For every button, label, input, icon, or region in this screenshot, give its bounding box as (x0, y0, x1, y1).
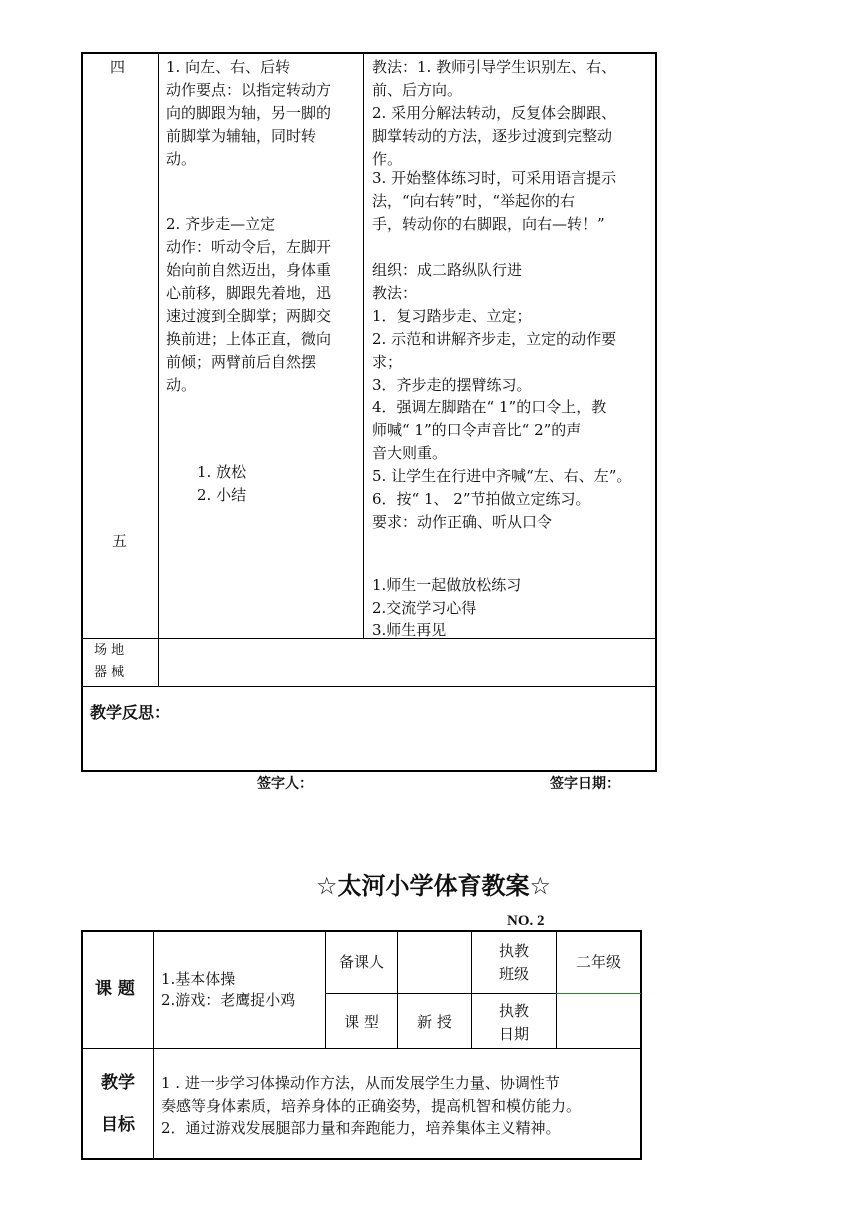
requirement-line: 要求：动作正确、听从口令 (372, 513, 553, 531)
method-line: 法，“向右转”时，“举起你的右 (372, 192, 576, 210)
lesson-type-label: 课 型 (344, 1013, 379, 1031)
reflection-label: 教学反思： (90, 703, 171, 722)
section-four-label: 四 (110, 58, 126, 76)
table-border-bottom (81, 770, 657, 772)
method-line: 3．齐步走的摆臂练习。 (372, 376, 532, 394)
turning-desc-line: 前脚掌为辅轴，同时转 (166, 127, 317, 145)
table-border-left (81, 52, 83, 772)
method-line: 教法：1. 教师引导学生识别左、右、 (372, 58, 617, 76)
topic-label: 课 题 (95, 979, 135, 999)
turning-desc-line: 动作要点：以指定转动方 (166, 81, 332, 99)
relax-item: 1. 放松 (197, 463, 247, 481)
march-desc-line: 始向前自然迈出，身体重 (166, 261, 332, 279)
turning-desc-line: 动。 (166, 150, 197, 168)
turning-title: 1. 向左、右、后转 (166, 58, 291, 76)
signer-label: 签字人： (257, 776, 313, 792)
method-line: 教法： (372, 284, 418, 302)
organization-line: 组织：成二路纵队行进 (372, 261, 523, 279)
topic-line: 1.基本体操 (161, 970, 236, 988)
table-border-right (655, 52, 657, 772)
col-divider-2 (363, 52, 364, 638)
row-divider-equipment (81, 638, 657, 639)
method-line: 脚掌转动的方法，逐步过渡到完整动 (372, 127, 613, 145)
lesson-type-value: 新 授 (417, 1013, 452, 1031)
march-desc-line: 换前进；上体正直，微向 (166, 330, 332, 348)
section-five-label: 五 (112, 532, 128, 550)
class-label: 班级 (498, 965, 529, 983)
march-desc-line: 动作：听动令后，左脚开 (166, 238, 332, 256)
march-title: 2. 齐步走—立定 (166, 215, 276, 233)
march-desc-line: 动。 (166, 376, 197, 394)
method-line: 6．按“ 1、 2”节拍做立定练习。 (372, 490, 591, 508)
table2-col-divider-5 (556, 930, 557, 1048)
method-line: 求； (372, 353, 403, 371)
row-divider-reflection (81, 686, 657, 687)
teaching-date-label: 日期 (498, 1025, 529, 1043)
table2-border-left (81, 930, 83, 1160)
method-line: 3. 开始整体练习时，可采用语言提示 (372, 169, 617, 187)
march-desc-line: 前倾；两臂前后自然摆 (166, 353, 317, 371)
page-number: NO. 2 (507, 913, 545, 929)
closing-line: 2.交流学习心得 (372, 599, 477, 617)
method-line: 前、后方向。 (372, 81, 463, 99)
table2-border-bottom (81, 1158, 642, 1160)
method-line: 1．复习踏步走、立定； (372, 307, 532, 325)
method-line: 作。 (372, 150, 403, 168)
accent-divider (556, 993, 641, 994)
method-line: 音大则重。 (372, 444, 448, 462)
march-desc-line: 心前移，脚跟先着地，迅 (166, 284, 332, 302)
method-line: 2. 示范和讲解齐步走，立定的动作要 (372, 330, 617, 348)
goals-label: 目标 (101, 1115, 135, 1135)
table2-border-right (640, 930, 642, 1160)
goals-label: 教学 (101, 1073, 135, 1093)
method-line: 5. 让学生在行进中齐喊“左、右、左”。 (372, 467, 632, 485)
preparer-label: 备课人 (338, 953, 384, 971)
table2-row-divider-goals (81, 1048, 642, 1049)
class-value: 二年级 (575, 953, 621, 971)
method-line: 师喊“ 1”的口令声音比“ 2”的声 (372, 421, 582, 439)
sign-date-label: 签字日期： (550, 776, 620, 792)
method-line: 2. 采用分解法转动，反复体会脚跟、 (372, 104, 617, 122)
march-desc-line: 速过渡到全脚掌；两脚交 (166, 307, 332, 325)
turning-desc-line: 向的脚跟为轴，另一脚的 (166, 104, 332, 122)
equipment-label: 器 械 (94, 665, 125, 680)
col-divider-1 (158, 52, 159, 686)
goal-line: 奏感等身体素质，培养身体的正确姿势，提高机智和模仿能力。 (161, 1097, 582, 1115)
teaching-date-label: 执教 (498, 1002, 529, 1020)
method-line: 手，转动你的右脚跟，向右—转！” (372, 215, 605, 233)
closing-line: 1.师生一起做放松练习 (372, 576, 522, 594)
page-title: ☆太河小学体育教案☆ (316, 872, 552, 900)
table2-border-top (81, 930, 642, 932)
topic-line: 2.游戏：老鹰捉小鸡 (161, 991, 296, 1009)
closing-line: 3.师生再见 (372, 621, 447, 639)
table2-col-divider-1 (153, 930, 154, 1160)
method-line: 4．强调左脚踏在“ 1”的口令上，教 (372, 398, 607, 416)
goal-line: 2．通过游戏发展腿部力量和奔跑能力，培养集体主义精神。 (161, 1119, 561, 1137)
table-border-top (81, 52, 657, 54)
summary-item: 2. 小结 (197, 486, 247, 504)
table2-row-divider-mid (325, 993, 557, 994)
goal-line: 1 . 进一步学习体操动作方法，从而发展学生力量、协调性节 (161, 1074, 560, 1092)
class-label: 执教 (498, 942, 529, 960)
venue-label: 场 地 (94, 643, 125, 658)
